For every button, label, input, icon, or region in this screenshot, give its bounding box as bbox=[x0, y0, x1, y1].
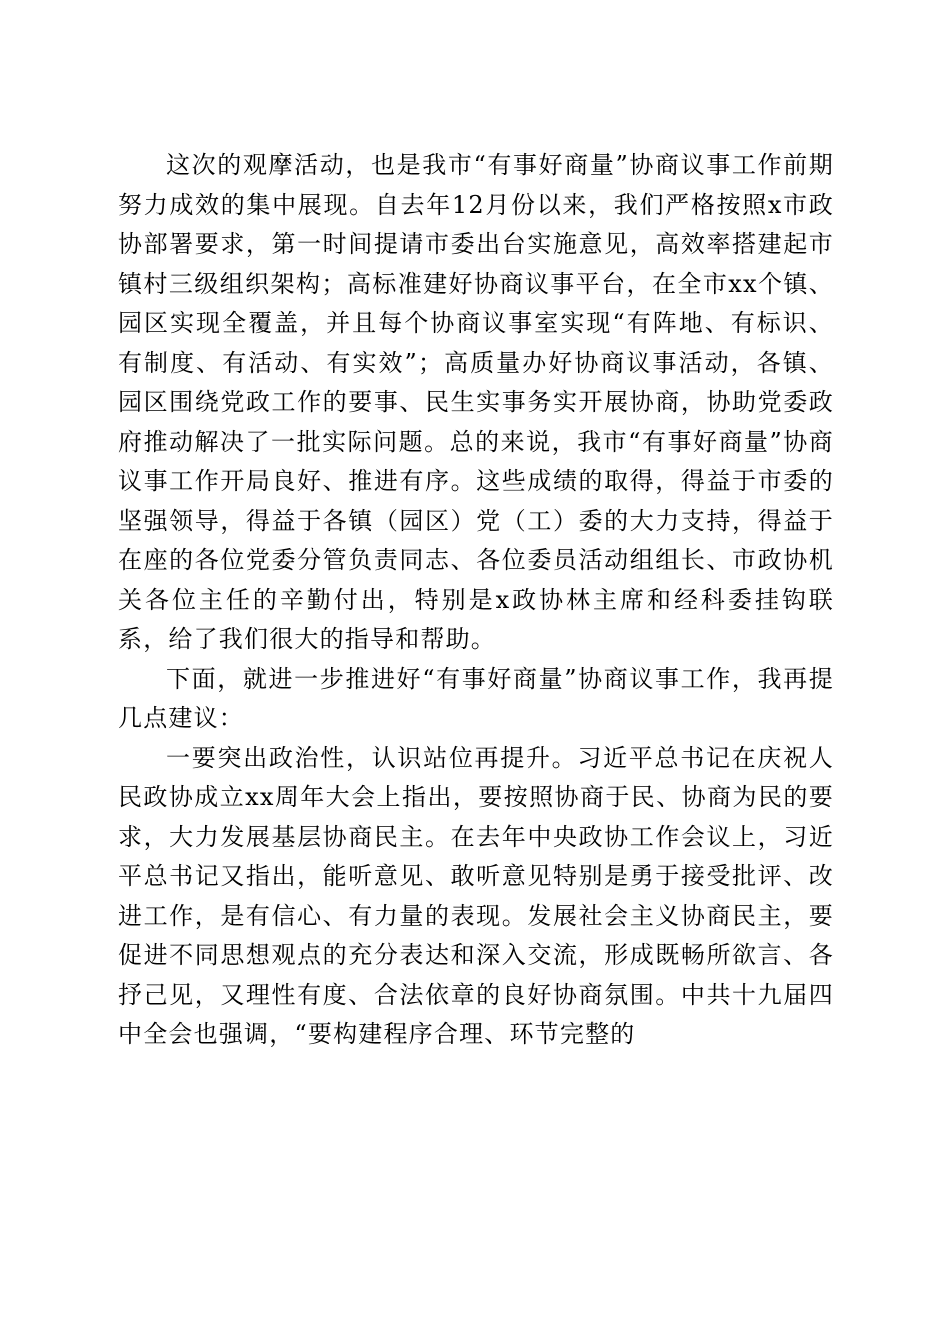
paragraph-observation-activity: 这次的观摩活动，也是我市“有事好商量”协商议事工作前期努力成效的集中展现。自去年12月份以来，我们严格按照x市政协部署要求，第一时间提请市委出台实施意见，高效率搭建起市镇村三级组织架构；高标准建好协商议事平台，在全市xx个镇、园区实现全覆盖，并且每个协商议事室实现“有阵地、有标识、有制度、有活动、有实效”；高质量办好协商议事活动，各镇、园区围绕党政工作的要事、民生实事务实开展协商，协助党委政府推动解决了一批实际问题。总的来说，我市“有事好商量”协商议事工作开局良好、推进有序。这些成绩的取得，得益于市委的坚强领导，得益于各镇（园区）党（工）委的大力支持，得益于在座的各位党委分管负责同志、各位委员活动组组长、市政协机关各位主任的辛勤付出，特别是x政协林主席和经科委挂钩联系，给了我们很大的指导和帮助。 bbox=[118, 151, 834, 653]
paragraph-suggestions-intro: 下面，就进一步推进好“有事好商量”协商议事工作，我再提几点建议： bbox=[118, 664, 834, 732]
paragraph-political-point: 一要突出政治性，认识站位再提升。习近平总书记在庆祝人民政协成立xx周年大会上指出，要按照协商于民、协商为民的要求，大力发展基层协商民主。在去年中央政协工作会议上，习近平总书记又指出，能听意见、敢听意见特别是勇于接受批评、改进工作，是有信心、有力量的表现。发展社会主义协商民主，要促进不同思想观点的充分表达和深入交流，形成既畅所欲言、各抒己见，又理性有度、合法依章的良好协商氛围。中共十九届四中全会也强调，“要构建程序合理、环节完整的 bbox=[118, 743, 834, 1048]
document-body bbox=[118, 146, 834, 1055]
